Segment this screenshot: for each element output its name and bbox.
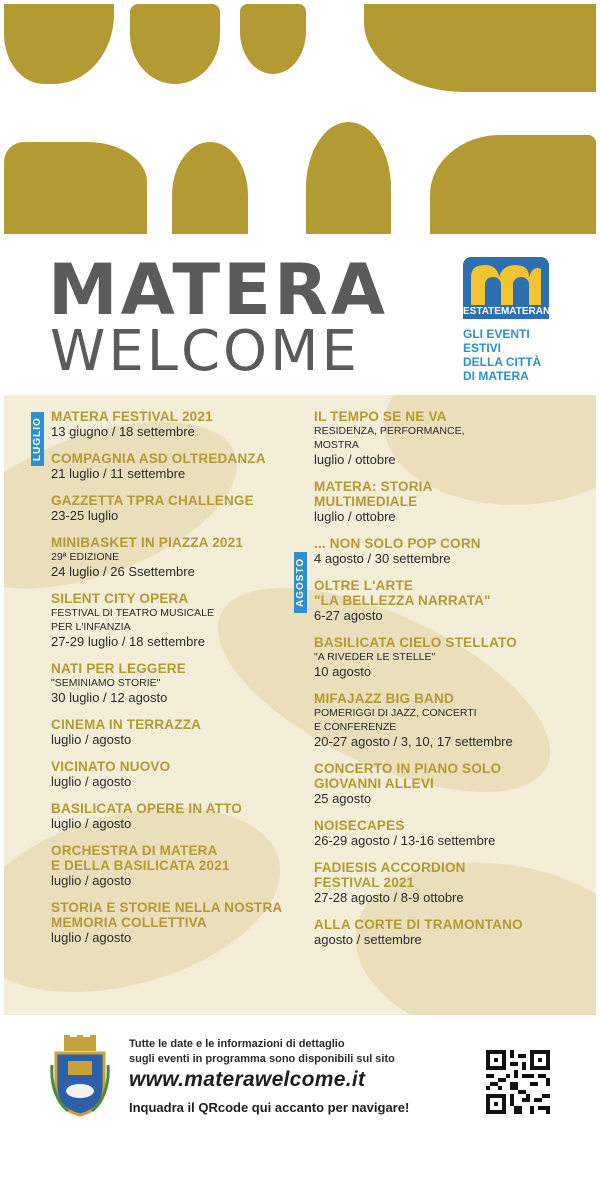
event-item [51, 801, 301, 832]
event-title: ... NON SOLO POP CORN [314, 536, 481, 551]
event-subtitle: POMERIGGI DI JAZZ, CONCERTI E CONFERENZE [314, 707, 477, 733]
event-item [314, 578, 584, 624]
decor-blob [130, 4, 220, 84]
event-item [314, 818, 584, 849]
qr-code-icon[interactable] [486, 1050, 550, 1114]
event-date: 4 agosto / 30 settembre [314, 551, 451, 566]
event-title: STORIA E STORIE NELLA NOSTRA MEMORIA COLLETTIVA [51, 900, 283, 930]
event-date: 26-29 agosto / 13-16 settembre [314, 833, 496, 848]
decor-blob [172, 142, 248, 234]
event-title: BASILICATA CIELO STELLATO [314, 635, 517, 650]
event-date: 21 luglio / 11 settembre [51, 466, 186, 481]
event-date: luglio / ottobre [314, 452, 396, 467]
page-title: MATERA [48, 249, 389, 331]
event-date: 27-28 agosto / 8-9 ottobre [314, 890, 464, 905]
event-item [314, 409, 584, 468]
event-title: MINIBASKET IN PIAZZA 2021 [51, 535, 244, 550]
event-item [314, 479, 584, 525]
event-item [314, 860, 584, 906]
events-column-right [314, 409, 584, 959]
events-column-left [51, 409, 301, 957]
decor-blob [4, 4, 114, 84]
event-date: 10 agosto [314, 664, 372, 679]
event-title: FADIESIS ACCORDION FESTIVAL 2021 [314, 860, 466, 890]
month-tab-august: AGOSTO [294, 552, 307, 613]
decor-blob [4, 142, 147, 234]
event-item [314, 917, 584, 948]
event-date: 27-29 luglio / 18 settembre [51, 634, 205, 649]
event-item [51, 900, 301, 946]
event-subtitle: "SEMINIAMO STORIE" [51, 677, 161, 689]
event-title: MIFAJAZZ BIG BAND [314, 691, 454, 706]
footer-info: Tutte le date e le informazioni di dettaglio sugli eventi in programma sono disponibili sul sito [129, 1038, 395, 1065]
event-item [51, 759, 301, 790]
decor-blob [364, 4, 596, 92]
event-date: 24 luglio / 26 Ssettembre [51, 564, 195, 579]
events-panel [4, 395, 596, 1015]
event-item [51, 493, 301, 524]
event-date: 6-27 agosto [314, 608, 383, 623]
event-title: NATI PER LEGGERE [51, 661, 186, 676]
event-item [51, 451, 301, 482]
event-title: NOISECAPES [314, 818, 405, 833]
event-title: CONCERTO IN PIANO SOLO GIOVANNI ALLEVI [314, 761, 502, 791]
event-title: CINEMA IN TERRAZZA [51, 717, 202, 732]
logo-tagline: GLI EVENTI ESTIVI DELLA CITTÀ DI MATERA [463, 327, 542, 383]
event-item [51, 535, 301, 580]
event-subtitle: 29ª EDIZIONE [51, 551, 120, 563]
event-date: luglio / agosto [51, 873, 132, 888]
decor-blob [306, 122, 391, 234]
event-item [314, 536, 584, 567]
event-item [314, 761, 584, 807]
event-title: BASILICATA OPERE IN ATTO [51, 801, 243, 816]
logo-brand: ESTATEMATERANA [463, 306, 558, 317]
event-item [51, 661, 301, 706]
event-date: 20-27 agosto / 3, 10, 17 settembre [314, 734, 513, 749]
event-date: 30 luglio / 12 agosto [51, 690, 168, 705]
event-date: luglio / agosto [51, 930, 132, 945]
event-title: ALLA CORTE DI TRAMONTANO [314, 917, 523, 932]
event-subtitle: "A RIVEDER LE STELLE" [314, 651, 436, 663]
event-date: luglio / agosto [51, 774, 132, 789]
website-link[interactable]: www.materawelcome.it [129, 1068, 366, 1091]
coat-of-arms-icon [50, 1035, 110, 1117]
event-date: luglio / ottobre [314, 509, 396, 524]
event-subtitle: RESIDENZA, PERFORMANCE, MOSTRA [314, 425, 465, 451]
page-subtitle: WELCOME [50, 319, 360, 384]
event-title: COMPAGNIA ASD OLTREDANZA [51, 451, 266, 466]
event-item [51, 409, 301, 440]
event-item [314, 691, 584, 750]
event-title: SILENT CITY OPERA [51, 591, 189, 606]
event-title: IL TEMPO SE NE VA [314, 409, 447, 424]
event-title: MATERA: STORIA MULTIMEDIALE [314, 479, 433, 509]
month-tab-july: LUGLIO [31, 412, 44, 466]
event-item [314, 635, 584, 680]
event-title: VICINATO NUOVO [51, 759, 171, 774]
event-date: 13 giugno / 18 settembre [51, 424, 195, 439]
event-title: OLTRE L'ARTE "LA BELLEZZA NARRATA" [314, 578, 491, 608]
event-title: GAZZETTA TPRA CHALLENGE [51, 493, 254, 508]
event-date: agosto / settembre [314, 932, 422, 947]
decor-blob [240, 4, 306, 74]
event-item [51, 717, 301, 748]
event-title: MATERA FESTIVAL 2021 [51, 409, 213, 424]
event-date: luglio / agosto [51, 732, 132, 747]
event-item [51, 843, 301, 889]
event-date: 25 agosto [314, 791, 372, 806]
decor-blob [430, 135, 596, 234]
event-title: ORCHESTRA DI MATERA E DELLA BASILICATA 2021 [51, 843, 230, 873]
event-item [51, 591, 301, 650]
event-subtitle: FESTIVAL DI TEATRO MUSICALE PER L'INFANZIA [51, 607, 214, 633]
event-date: luglio / agosto [51, 816, 132, 831]
footer-cta: Inquadra il QRcode qui accanto per navigare! [129, 1100, 410, 1115]
event-date: 23-25 luglio [51, 508, 119, 523]
